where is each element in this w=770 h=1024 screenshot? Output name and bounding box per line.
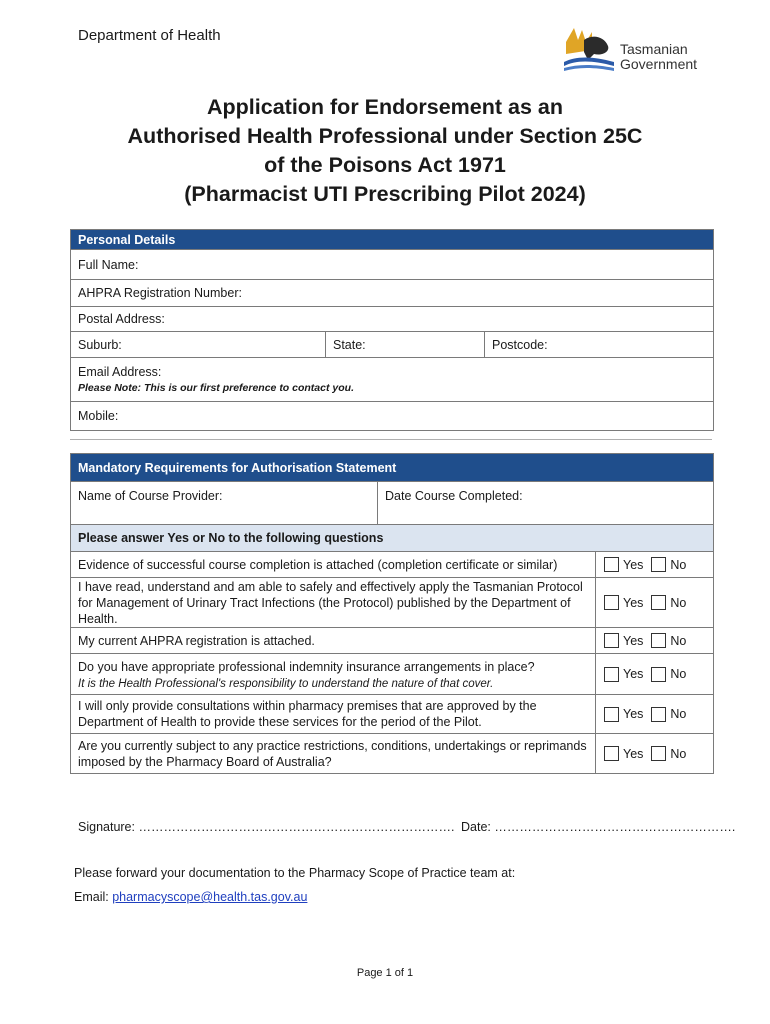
email-prefix: Email: <box>74 890 113 904</box>
no-checkbox[interactable] <box>651 633 666 648</box>
yes-checkbox[interactable] <box>604 557 619 572</box>
title-line-3: of the Poisons Act 1971 <box>264 153 506 177</box>
yes-checkbox[interactable] <box>604 633 619 648</box>
yes-label: Yes <box>623 707 644 721</box>
question-cell <box>71 654 596 695</box>
no-checkbox[interactable] <box>651 746 666 761</box>
title-line-2: Authorised Health Professional under Section 25C <box>127 124 643 148</box>
no-checkbox[interactable] <box>651 557 666 572</box>
yes-checkbox[interactable] <box>604 667 619 682</box>
yes-label: Yes <box>623 595 644 610</box>
yes-no-cell <box>596 578 714 628</box>
no-label: No <box>670 746 687 761</box>
questions-header: Please answer Yes or No to the following questions <box>71 525 714 552</box>
postal-address-field[interactable]: Postal Address: <box>71 307 714 332</box>
mandatory-requirements-header: Mandatory Requirements for Authorisation Statement <box>71 454 714 482</box>
email-link[interactable]: pharmacyscope@health.tas.gov.au <box>112 890 308 904</box>
question-cell <box>71 734 596 774</box>
date-line[interactable]: Date: …………………………………………………. <box>461 820 736 834</box>
question-note: It is the Health Professional's responsibility to understand the nature of that cover. <box>78 677 494 690</box>
no-label: No <box>670 707 687 721</box>
question-row <box>71 628 714 654</box>
no-checkbox[interactable] <box>651 595 666 610</box>
yes-label: Yes <box>623 633 644 648</box>
yes-checkbox[interactable] <box>604 707 619 722</box>
signature-line[interactable]: Signature: …………………………………………………………………. <box>78 820 455 834</box>
personal-details-table <box>70 229 714 431</box>
no-label: No <box>670 557 687 572</box>
question-text: I have read, understand and am able to safely and effectively apply the Tasmanian Protocol for Management of Urinary Tract Infections (the Protocol) published by the Department of Health. <box>78 579 583 626</box>
tasmanian-government-logo <box>562 22 712 78</box>
suburb-field[interactable]: Suburb: <box>71 332 326 358</box>
yes-no-cell <box>596 628 714 654</box>
question-text: My current AHPRA registration is attached. <box>78 633 315 648</box>
yes-no-options <box>600 667 709 682</box>
course-provider-field[interactable]: Name of Course Provider: <box>71 482 378 525</box>
contact-email <box>74 890 307 904</box>
question-text: I will only provide consultations within pharmacy premises that are approved by the Department of Health to provide these services for the period of the Pilot. <box>78 699 537 729</box>
mandatory-requirements-table <box>70 453 714 774</box>
yes-no-options <box>600 633 709 648</box>
postcode-field[interactable]: Postcode: <box>485 332 714 358</box>
yes-no-cell <box>596 654 714 695</box>
full-name-field[interactable]: Full Name: <box>71 250 714 280</box>
question-text: Are you currently subject to any practice restrictions, conditions, undertakings or reprimands imposed by the Pharmacy Board of Australia? <box>78 738 587 769</box>
no-label: No <box>670 667 687 681</box>
department-name: Department of Health <box>78 27 221 44</box>
yes-no-options <box>600 595 709 610</box>
question-text: Do you have appropriate professional indemnity insurance arrangements in place? <box>78 659 535 674</box>
ahpra-number-field[interactable]: AHPRA Registration Number: <box>71 280 714 307</box>
yes-no-options <box>600 707 709 722</box>
email-note: Please Note: This is our first preference to contact you. <box>78 382 354 394</box>
yes-checkbox[interactable] <box>604 746 619 761</box>
question-cell <box>71 695 596 734</box>
yes-no-cell <box>596 695 714 734</box>
question-row <box>71 734 714 774</box>
yes-label: Yes <box>623 746 644 761</box>
question-cell <box>71 552 596 578</box>
section-divider <box>70 439 712 440</box>
question-row <box>71 695 714 734</box>
personal-details-header: Personal Details <box>71 230 714 250</box>
date-course-completed-field[interactable]: Date Course Completed: <box>378 482 714 525</box>
question-cell <box>71 628 596 654</box>
no-checkbox[interactable] <box>651 707 666 722</box>
yes-checkbox[interactable] <box>604 595 619 610</box>
question-text: Evidence of successful course completion is attached (completion certificate or similar) <box>78 557 558 572</box>
title-line-1: Application for Endorsement as an <box>207 95 563 119</box>
question-row <box>71 552 714 578</box>
forward-instructions: Please forward your documentation to the Pharmacy Scope of Practice team at: <box>74 866 516 880</box>
logo-text-government: Government <box>620 56 698 72</box>
yes-label: Yes <box>623 667 644 681</box>
title-line-4: (Pharmacist UTI Prescribing Pilot 2024) <box>184 182 586 206</box>
logo-text-tasmanian: Tasmanian <box>620 41 688 57</box>
no-label: No <box>670 633 687 648</box>
thylacine-emblem-icon <box>562 22 618 78</box>
state-field[interactable]: State: <box>326 332 485 358</box>
yes-label: Yes <box>623 557 644 572</box>
question-row <box>71 578 714 628</box>
no-label: No <box>670 595 687 610</box>
mobile-field[interactable]: Mobile: <box>71 402 714 431</box>
page-number: Page 1 of 1 <box>356 967 414 979</box>
email-address-field[interactable] <box>71 358 714 402</box>
page-title <box>40 93 730 209</box>
question-row <box>71 654 714 695</box>
email-address-label: Email Address: <box>78 365 162 379</box>
yes-no-options <box>600 746 709 761</box>
yes-no-options <box>600 557 709 572</box>
yes-no-cell <box>596 552 714 578</box>
yes-no-cell <box>596 734 714 774</box>
no-checkbox[interactable] <box>651 667 666 682</box>
question-cell <box>71 578 596 628</box>
